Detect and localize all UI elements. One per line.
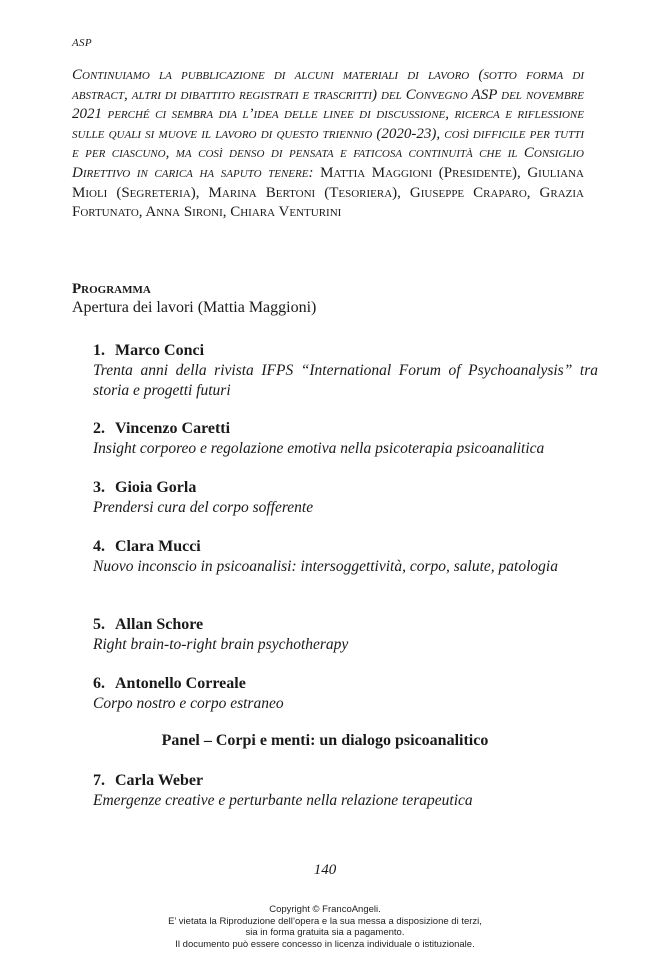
item-description: Corpo nostro e corpo estraneo [93, 695, 284, 712]
item-speaker: Clara Mucci [115, 538, 201, 555]
item-number: 7. [93, 772, 105, 789]
programme-opening: Apertura dei lavori (Mattia Maggioni) [72, 299, 317, 316]
programme-item [93, 674, 598, 714]
copyright-line: E’ vietata la Riproduzione dell’opera e la sua messa a disposizione di terzi, [168, 915, 482, 927]
item-speaker: Allan Schore [115, 616, 204, 633]
item-speaker: Gioia Gorla [115, 479, 197, 496]
programme-item [93, 341, 598, 400]
programme-heading: Programma [72, 281, 151, 297]
item-number: 6. [93, 675, 105, 692]
programme-item [93, 419, 598, 459]
programme-item [93, 615, 598, 655]
item-description: Right brain-to-right brain psychotherapy [93, 636, 349, 653]
copyright-line: sia in forma gratuita sia a pagamento. [245, 927, 405, 939]
intro-text: Continuiamo la pubblicazione di alcuni materiali di lavoro (sotto forma di abstract, altri di dibattito registrati e trascritti) del Convegno ASP del novembre 2021 perché ci sembra dia l’idea delle linee di discussione, ricerca e riflessione sulle quali si muove il lavoro di questo triennio (2020-23), così difficile per tutti e per ciascuno, ma così denso di pensata e faticosa continuità che il Consiglio Direttivo in carica ha saputo tenere: [72, 67, 584, 181]
copyright-notice [0, 904, 650, 951]
item-number: 2. [93, 420, 105, 437]
programme-item [93, 478, 598, 518]
item-title [93, 674, 598, 694]
committee-names: Mattia Maggioni (Presidente), Giuliana Mioli (Segreteria), Marina Bertoni (Tesoriera), Giuseppe Craparo, Grazia Fortunato, Anna Sironi, Chiara Venturini [72, 164, 584, 221]
programme-item [93, 771, 598, 811]
intro-paragraph [72, 66, 584, 223]
item-speaker: Vincenzo Caretti [115, 420, 231, 437]
item-title [93, 771, 598, 791]
item-number: 1. [93, 342, 105, 359]
item-description: Nuovo inconscio in psicoanalisi: intersoggettività, corpo, salute, patologia [93, 558, 558, 575]
item-description: Insight corporeo e regolazione emotiva nella psicoterapia psicoanalitica [93, 440, 545, 457]
item-speaker: Carla Weber [115, 772, 204, 789]
item-title [93, 537, 598, 557]
copyright-line: Copyright © FrancoAngeli. [269, 904, 381, 915]
item-speaker: Antonello Correale [115, 675, 246, 692]
item-number: 5. [93, 616, 105, 633]
item-title [93, 341, 598, 361]
item-title [93, 478, 598, 498]
page-number: 140 [313, 862, 337, 878]
running-head: ASP [72, 37, 92, 49]
item-number: 4. [93, 538, 105, 555]
panel-heading: Panel – Corpi e menti: un dialogo psicoanalitico [161, 732, 489, 749]
item-number: 3. [93, 479, 105, 496]
item-title [93, 615, 598, 635]
item-speaker: Marco Conci [115, 342, 205, 359]
copyright-line: Il documento può essere concesso in licenza individuale o istituzionale. [175, 939, 475, 951]
programme-item [93, 537, 598, 577]
item-description: Trenta anni della rivista IFPS “International Forum of Psychoanalysis” tra storia e progetti futuri [93, 362, 598, 399]
item-description: Prendersi cura del corpo sofferente [93, 499, 314, 516]
item-title [93, 419, 598, 439]
item-description: Emergenze creative e perturbante nella relazione terapeutica [93, 792, 473, 809]
